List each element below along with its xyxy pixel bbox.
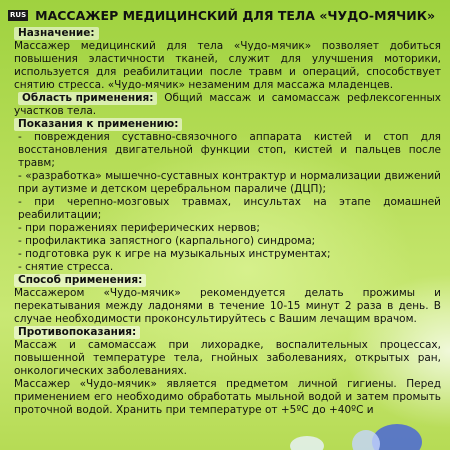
list-item: - подготовка рук к игре на музыкальных инструментах;	[18, 248, 331, 260]
section-contraindications	[10, 326, 441, 339]
hygiene-text: Массажер «Чудо-мячик» является предметом личной гигиены. Перед применением его необходимо обработать мыльной водой и затем промыть проточной водой. Хранить при температуре от +5ºС до +40ºС и	[14, 378, 441, 416]
label-header	[8, 6, 442, 24]
section-usage	[10, 274, 441, 287]
contraindications-heading: Противопоказания:	[14, 326, 140, 339]
usage-text: Массажером «Чудо-мячик» рекомендуется делать прожимы и перекатывания между ладонями в течение 10-15 минут 2 раза в день. В случае необходимости проконсультируйтесь с Вашим лечащим врачом.	[14, 287, 441, 325]
indications-heading: Показания к применению:	[14, 118, 182, 131]
list-item: - профилактика запястного (карпального) синдрома;	[18, 235, 316, 247]
section-indications	[10, 118, 441, 131]
massage-ball-decoration	[352, 430, 380, 450]
application-area-label: Область применения:	[18, 92, 157, 105]
product-title: МАССАЖЕР МЕДИЦИНСКИЙ ДЛЯ ТЕЛА «ЧУДО-МЯЧИК»	[35, 7, 436, 23]
list-item: - при черепно-мозговых травмах, инсультах на этапе домашней реабилитации;	[18, 196, 441, 221]
label-content	[10, 27, 441, 417]
contraindications-text: Массаж и самомассаж при лихорадке, воспалительных процессах, повышенной температуре тела, гнойных заболеваниях, открытых ран, онкологических заболеваниях.	[14, 339, 441, 377]
usage-heading: Способ применения:	[14, 274, 146, 287]
application-area-text: Общий массаж и самомассаж рефлексогенных участков тела.	[14, 92, 441, 117]
purpose-text: Массажер медицинский для тела «Чудо-мячик» позволяет добиться повышения эластичности тканей, служит для улучшения моторики, используется для реабилитации после травм и операций, способствует снятию стресса. «Чудо-мячик» незаменим для массажа младенцев.	[14, 40, 441, 91]
sparkle-decoration	[290, 436, 324, 450]
list-item: - снятие стресса.	[18, 261, 114, 273]
list-item: - «разработка» мышечно-суставных контрактур и нормализации движений при аутизме и детском церебральном параличе (ДЦП);	[18, 170, 441, 195]
list-item: - при поражениях периферических нервов;	[18, 222, 260, 234]
language-badge: RUS	[10, 10, 27, 19]
list-item: - повреждения суставно-связочного аппарата кистей и стоп для восстановления двигательной функции стоп, кистей и пальцев после травм;	[18, 131, 441, 169]
section-application-area	[10, 92, 441, 118]
purpose-heading: Назначение:	[14, 27, 99, 40]
section-purpose	[10, 27, 441, 40]
